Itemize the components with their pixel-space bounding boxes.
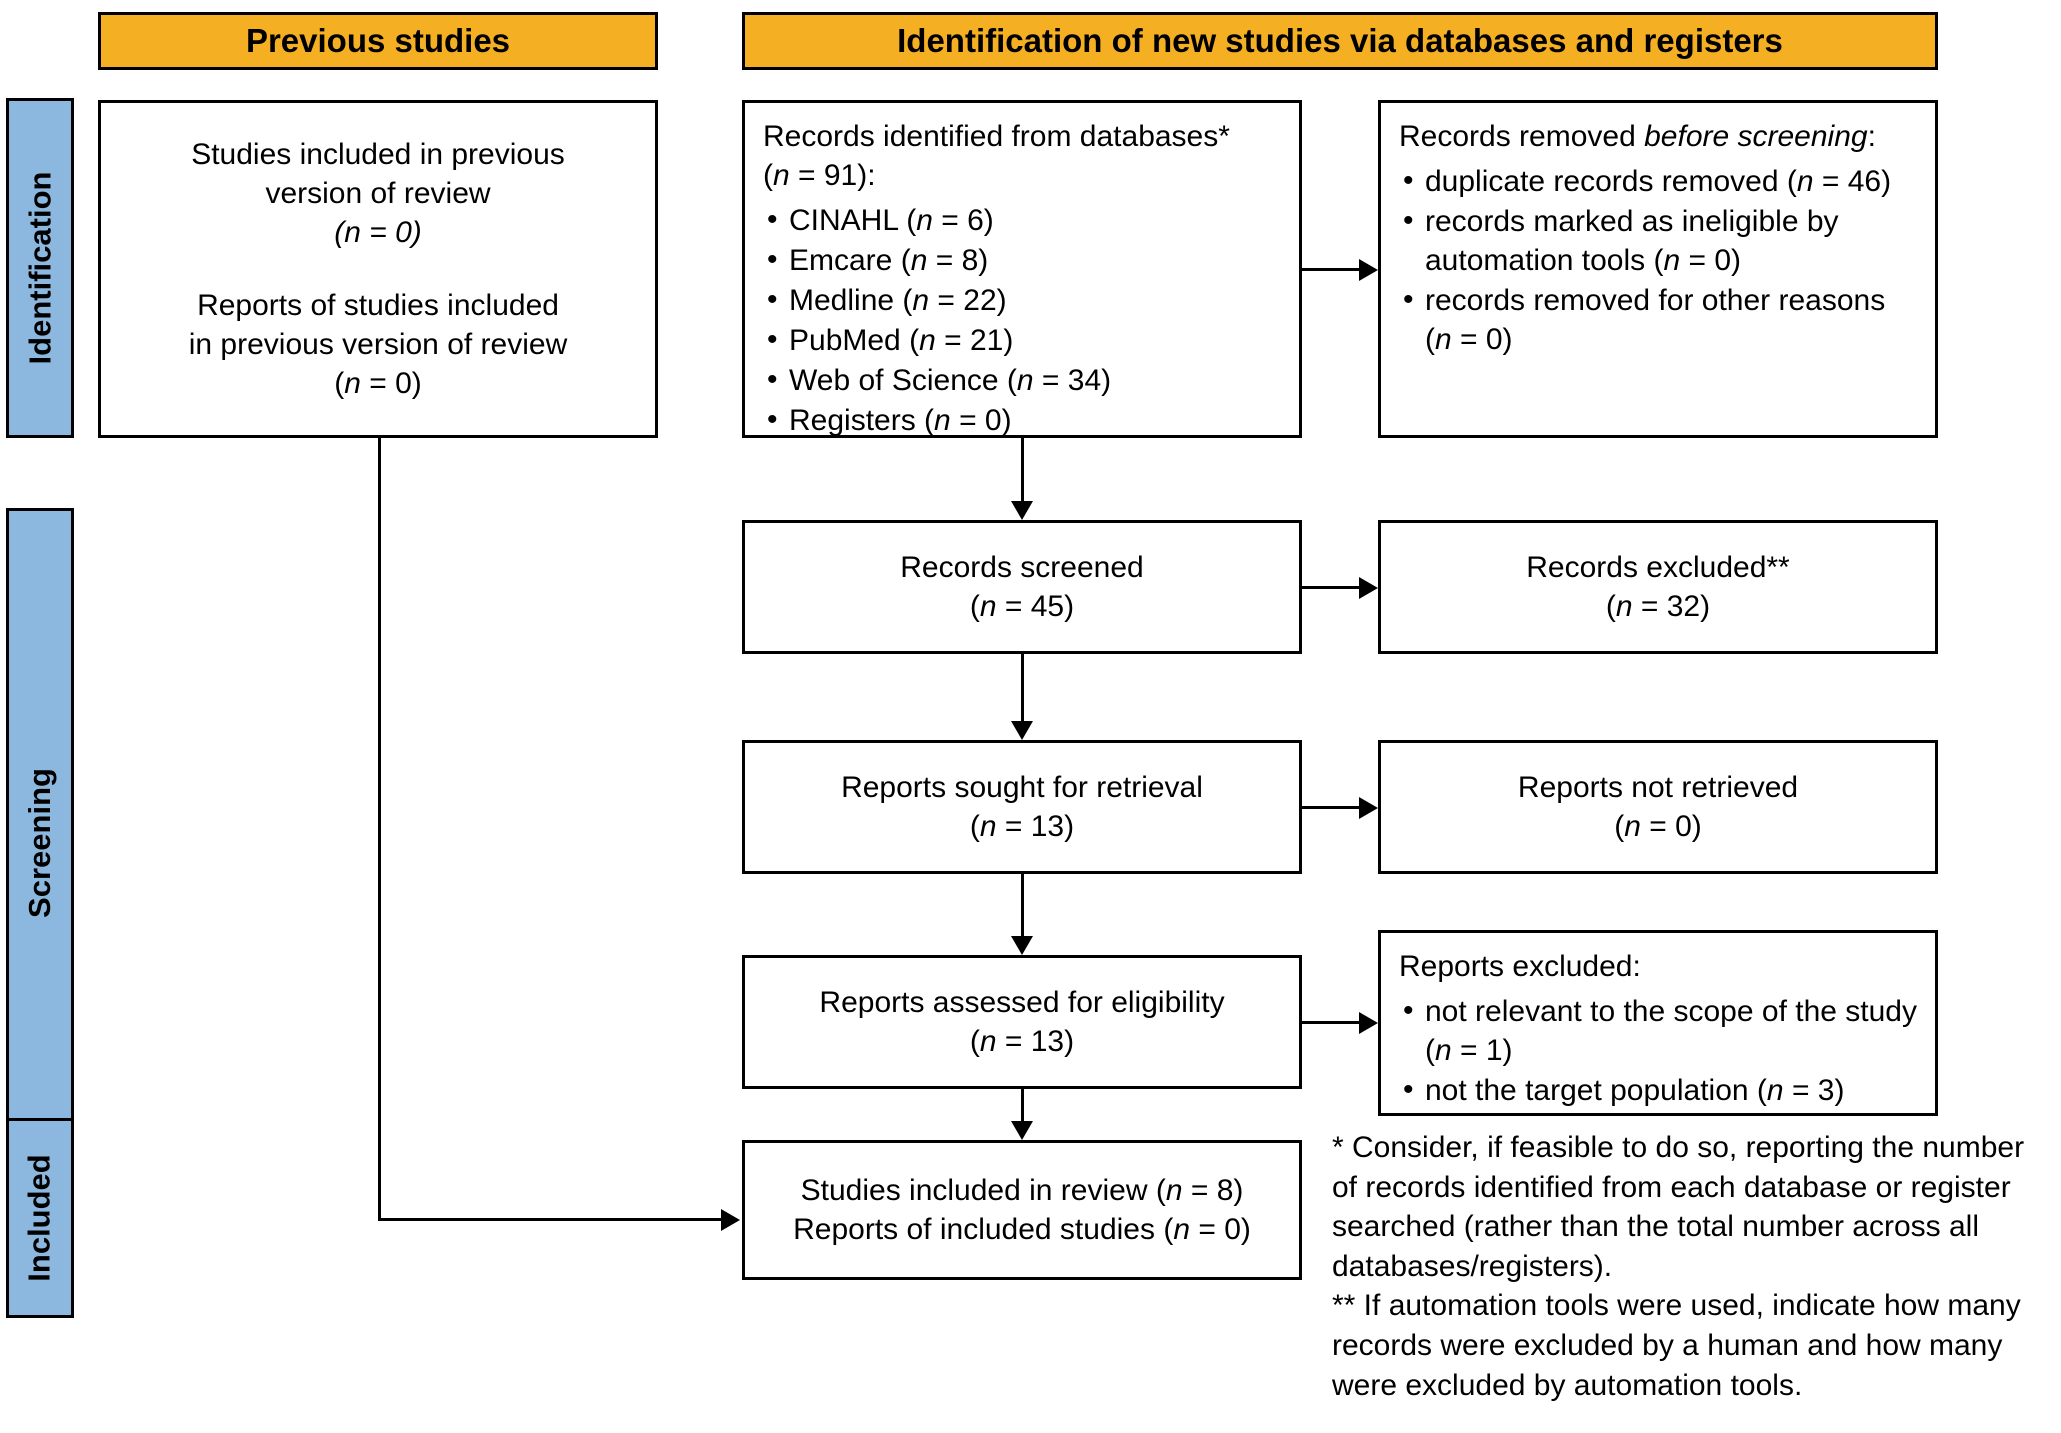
box-records-removed-before-screening — [1378, 100, 1938, 438]
records-removed-list — [1399, 162, 1917, 359]
stage-included — [6, 1118, 74, 1318]
previous-studies-line-4: Reports of studies included — [197, 289, 559, 322]
banner-previous-studies-label: Previous studies — [245, 22, 511, 59]
stage-identification-label: Identification — [22, 171, 58, 365]
box-reports-sought-for-retrieval — [742, 740, 1302, 874]
box-studies-included-in-review — [742, 1140, 1302, 1280]
list-item: • not the target population (n = 3) — [1399, 1071, 1917, 1110]
records-removed-title: Records removed before screening: — [1399, 120, 1876, 153]
list-item: • PubMed (n = 21) — [763, 321, 1281, 360]
footnote-2: ** If automation tools were used, indicate how many records were excluded by a human and how many were excluded by automation tools. — [1332, 1289, 2021, 1402]
box-reports-excluded — [1378, 930, 1938, 1116]
list-item: • records removed for other reasons (n = 0) — [1399, 281, 1917, 359]
box-previous-studies — [98, 100, 658, 438]
reports-not-retrieved-line-2: (n = 0) — [1614, 810, 1702, 843]
arrowhead-sought-to-assessed — [1011, 936, 1033, 955]
list-item: • Emcare (n = 8) — [763, 241, 1281, 280]
list-item: • CINAHL (n = 6) — [763, 201, 1281, 240]
previous-studies-line-2: version of review — [265, 177, 491, 210]
connector-screened-to-excluded — [1302, 586, 1359, 589]
studies-included-line-2: Reports of included studies (n = 0) — [793, 1213, 1251, 1246]
reports-assessed-line-2: (n = 13) — [969, 1025, 1075, 1058]
box-reports-assessed-for-eligibility — [742, 955, 1302, 1089]
connector-previous-to-included-horizontal — [378, 1218, 721, 1221]
arrowhead-screened-to-excluded — [1359, 577, 1378, 599]
reports-excluded-title: Reports excluded: — [1399, 950, 1641, 983]
box-records-identified — [742, 100, 1302, 438]
reports-sought-line-2: (n = 13) — [969, 810, 1075, 843]
footnotes — [1332, 1128, 2032, 1405]
connector-sought-to-not-retrieved — [1302, 806, 1359, 809]
connector-sought-to-assessed — [1021, 874, 1024, 936]
box-records-screened — [742, 520, 1302, 654]
footnote-1: * Consider, if feasible to do so, reporting the number of records identified from each database or register searched (rather than the total number across all databases/registers). — [1332, 1131, 2025, 1283]
records-identified-source-list — [763, 201, 1281, 440]
reports-sought-line-1: Reports sought for retrieval — [841, 771, 1203, 804]
arrowhead-screened-to-sought — [1011, 721, 1033, 740]
banner-previous-studies — [98, 12, 658, 70]
previous-studies-line-5: in previous version of review — [188, 328, 568, 361]
arrowhead-identified-to-removed — [1359, 259, 1378, 281]
box-records-excluded — [1378, 520, 1938, 654]
list-item: • Web of Science (n = 34) — [763, 361, 1281, 400]
previous-studies-line-6: (n = 0) — [334, 367, 422, 400]
connector-assessed-to-included — [1021, 1089, 1024, 1121]
list-item: • duplicate records removed (n = 46) — [1399, 162, 1917, 201]
records-identified-subtitle: (n = 91): — [763, 159, 876, 192]
list-item: • not relevant to the scope of the study (n = 1) — [1399, 992, 1917, 1070]
stage-identification — [6, 98, 74, 438]
records-screened-line-1: Records screened — [900, 551, 1144, 584]
arrowhead-previous-to-included — [721, 1209, 740, 1231]
connector-assessed-to-reports-excluded — [1302, 1021, 1359, 1024]
connector-previous-to-included-vertical — [378, 438, 381, 1220]
reports-excluded-list — [1399, 992, 1917, 1110]
stage-screening — [6, 508, 74, 1178]
box-reports-not-retrieved — [1378, 740, 1938, 874]
arrowhead-sought-to-not-retrieved — [1359, 797, 1378, 819]
reports-not-retrieved-line-1: Reports not retrieved — [1517, 771, 1799, 804]
records-screened-line-2: (n = 45) — [969, 590, 1075, 623]
connector-identified-to-removed — [1302, 268, 1359, 271]
previous-studies-line-3: (n = 0) — [334, 216, 422, 249]
list-item: • records marked as ineligible by automation tools (n = 0) — [1399, 202, 1917, 280]
arrowhead-assessed-to-included — [1011, 1121, 1033, 1140]
studies-included-line-1: Studies included in review (n = 8) — [800, 1174, 1244, 1207]
arrowhead-assessed-to-reports-excluded — [1359, 1012, 1378, 1034]
stage-included-label: Included — [22, 1154, 58, 1282]
connector-identified-to-screened — [1021, 438, 1024, 501]
arrowhead-identified-to-screened — [1011, 501, 1033, 520]
previous-studies-line-1: Studies included in previous — [191, 138, 565, 171]
records-identified-title: Records identified from databases* — [763, 120, 1230, 153]
stage-screening-label: Screening — [22, 768, 58, 918]
banner-identification-label: Identification of new studies via databases and registers — [897, 22, 1783, 59]
list-item: • Medline (n = 22) — [763, 281, 1281, 320]
reports-assessed-line-1: Reports assessed for eligibility — [819, 986, 1225, 1019]
connector-screened-to-sought — [1021, 654, 1024, 721]
records-excluded-line-1: Records excluded** — [1526, 551, 1790, 584]
list-item: • Registers (n = 0) — [763, 401, 1281, 440]
banner-identification-new-studies — [742, 12, 1938, 70]
records-excluded-line-2: (n = 32) — [1605, 590, 1711, 623]
